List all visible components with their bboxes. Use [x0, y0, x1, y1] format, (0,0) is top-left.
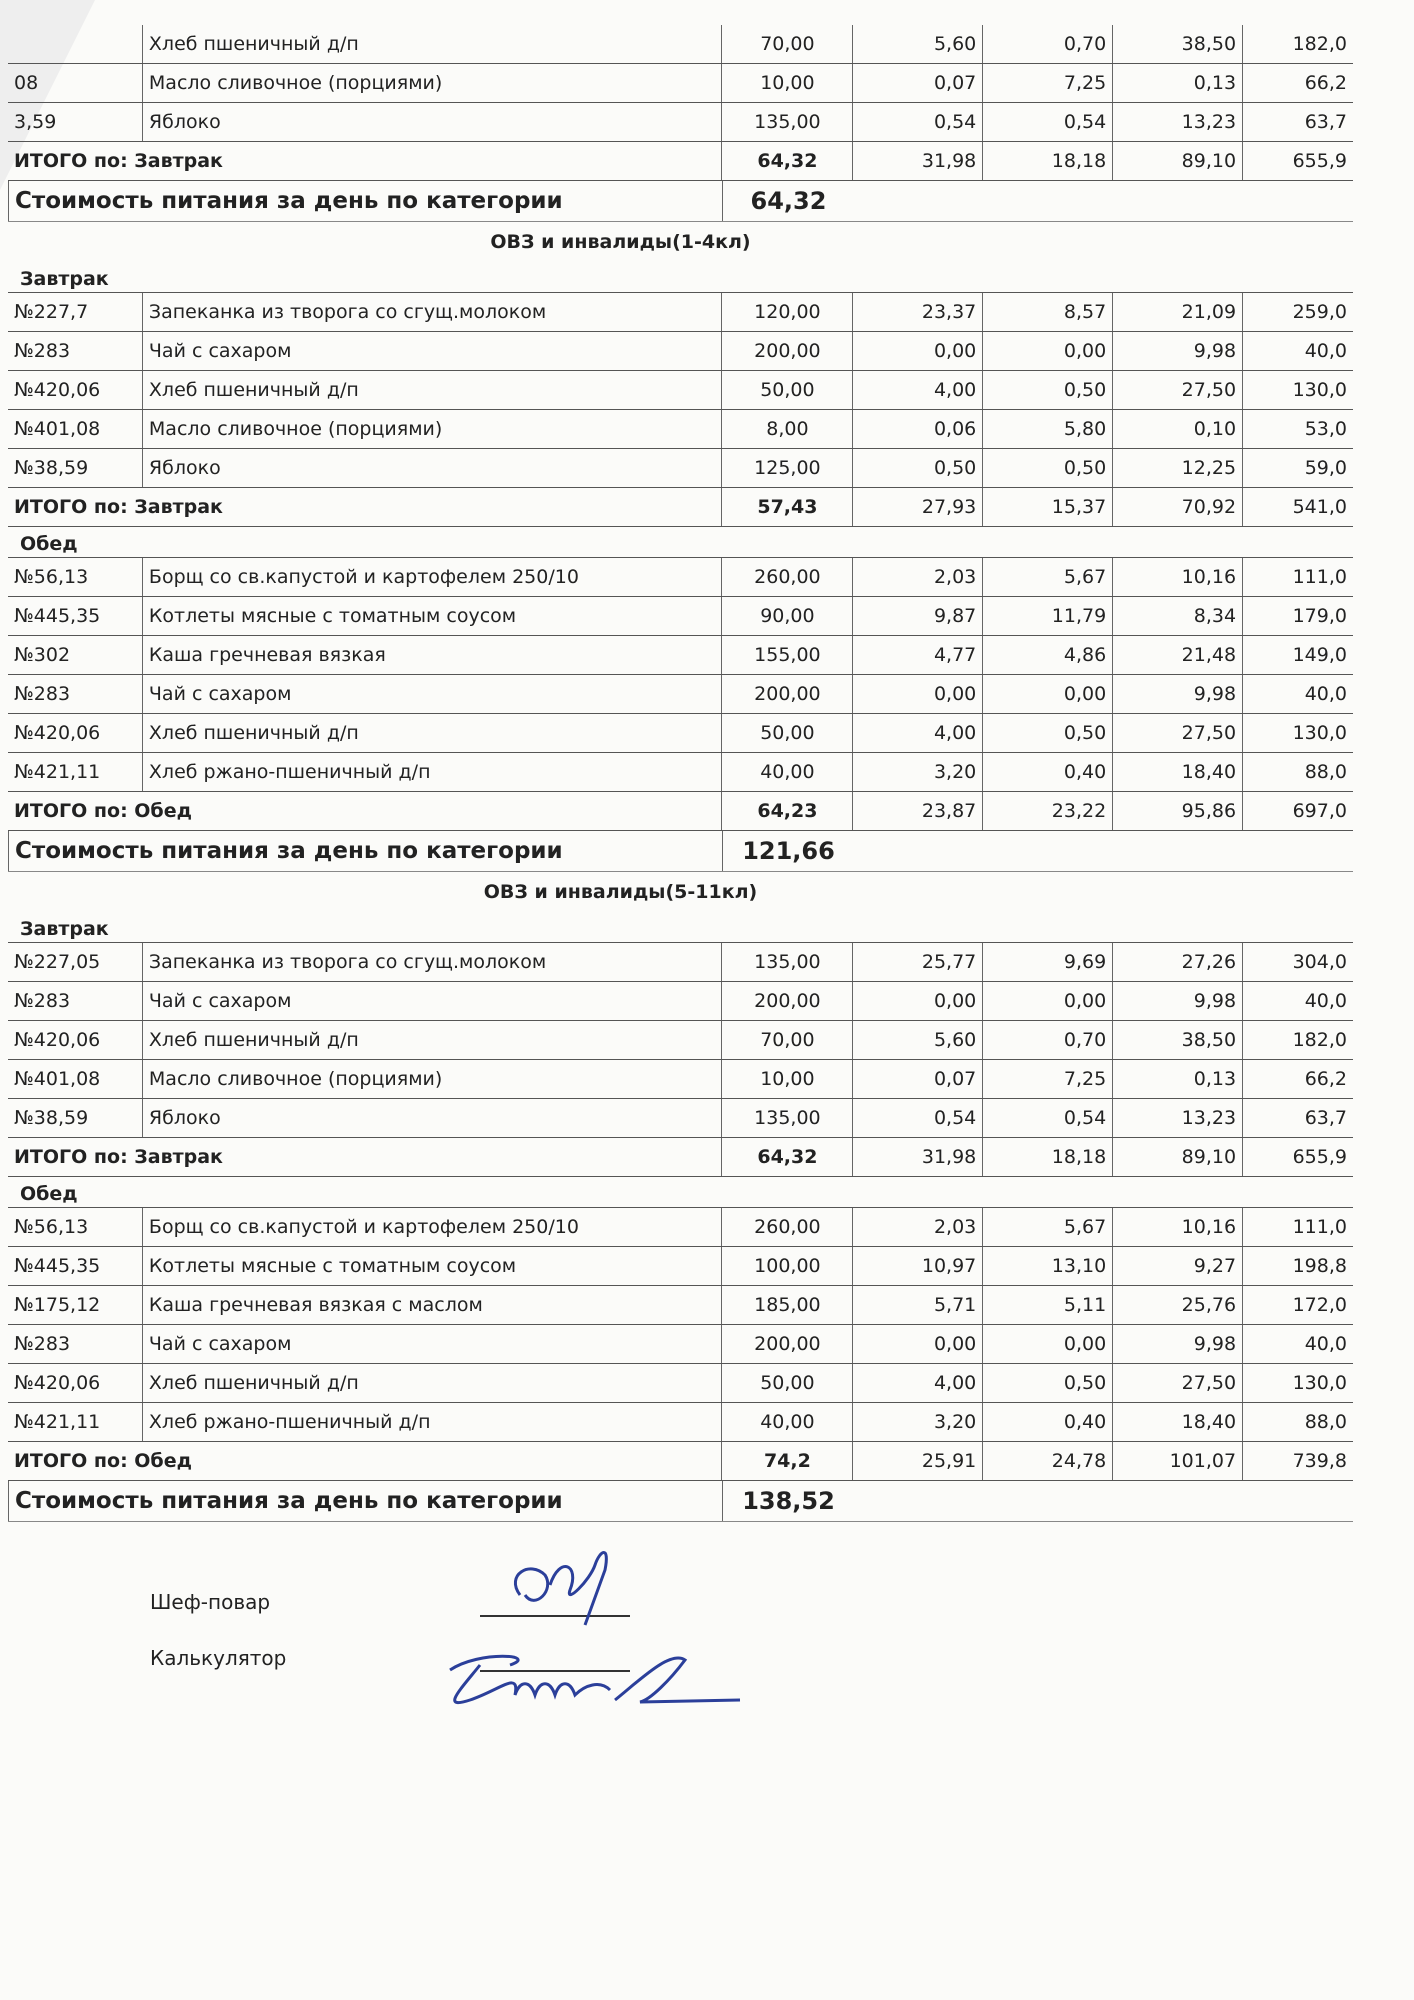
table-row [8, 332, 1353, 371]
protein-cell: 23,37 [853, 293, 983, 331]
total-fat-cell: 15,37 [983, 488, 1113, 526]
protein-cell: 4,00 [853, 371, 983, 409]
portion-cell: 70,00 [722, 1021, 853, 1059]
calories-cell: 179,0 [1292, 605, 1347, 627]
dish-code: №38,59 [8, 449, 143, 487]
dish-code: 08 [8, 64, 143, 102]
daily-cost-value: 138,52 [742, 1487, 835, 1515]
total-protein-cell: 23,87 [853, 792, 983, 830]
carbs-cell: 18,40 [1113, 753, 1243, 791]
dish-name: Чай с сахаром [143, 675, 723, 713]
total-fat-cell: 18,18 [983, 142, 1113, 180]
protein-cell: 5,60 [853, 25, 983, 63]
dish-name: Масло сливочное (порциями) [143, 1060, 723, 1098]
fat-cell: 0,54 [983, 103, 1113, 141]
dish-name: Масло сливочное (порциями) [143, 410, 723, 448]
portion-cell: 40,00 [722, 753, 853, 791]
carbs-cell: 38,50 [1113, 1021, 1243, 1059]
fat-cell: 7,25 [983, 1060, 1113, 1098]
daily-cost-label: Стоимость питания за день по категории [8, 1481, 723, 1521]
carbs-cell: 9,98 [1113, 1325, 1243, 1363]
carbs-cell: 38,50 [1113, 25, 1243, 63]
portion-cell: 260,00 [722, 1208, 853, 1246]
dish-code: №421,11 [8, 753, 143, 791]
fat-cell: 5,67 [983, 1208, 1113, 1246]
dish-code: №421,11 [8, 1403, 143, 1441]
protein-cell: 3,20 [853, 1403, 983, 1441]
protein-cell: 0,00 [853, 982, 983, 1020]
table-row [8, 293, 1353, 332]
carbs-cell: 0,10 [1113, 410, 1243, 448]
fat-cell: 9,69 [983, 943, 1113, 981]
dish-code: №401,08 [8, 1060, 143, 1098]
table-row [8, 449, 1353, 488]
dish-name: Хлеб пшеничный д/п [143, 1364, 723, 1402]
table-row [8, 597, 1353, 636]
protein-cell: 0,50 [853, 449, 983, 487]
calories-cell: 63,7 [1304, 111, 1347, 133]
table-row [8, 1021, 1353, 1060]
portion-cell: 260,00 [722, 558, 853, 596]
carbs-cell: 9,27 [1113, 1247, 1243, 1285]
carbs-cell: 12,25 [1113, 449, 1243, 487]
total-fat-cell: 24,78 [983, 1442, 1113, 1480]
calories-cell: 88,0 [1304, 1411, 1347, 1433]
total-label: ИТОГО по: Завтрак [8, 488, 722, 526]
carbs-cell: 21,09 [1113, 293, 1243, 331]
calories-cell: 111,0 [1292, 566, 1347, 588]
table-row [8, 25, 1353, 64]
protein-cell: 4,77 [853, 636, 983, 674]
portion-cell: 40,00 [722, 1403, 853, 1441]
portion-cell: 50,00 [722, 714, 853, 752]
total-calories-cell: 739,8 [1292, 1450, 1347, 1472]
portion-cell: 135,00 [722, 943, 853, 981]
protein-cell: 0,07 [853, 64, 983, 102]
dish-code: №420,06 [8, 1021, 143, 1059]
meal-heading: Завтрак [8, 912, 1353, 943]
calories-cell: 59,0 [1304, 457, 1347, 479]
calories-cell: 53,0 [1304, 418, 1347, 440]
total-cost-cell: 64,32 [722, 142, 853, 180]
calories-cell: 66,2 [1304, 1068, 1347, 1090]
dish-code: №445,35 [8, 1247, 143, 1285]
dish-name: Борщ со св.капустой и картофелем 250/10 [143, 1208, 723, 1246]
fat-cell: 0,54 [983, 1099, 1113, 1137]
table-row [8, 675, 1353, 714]
total-protein-cell: 25,91 [853, 1442, 983, 1480]
fat-cell: 0,00 [983, 675, 1113, 713]
dish-name: Каша гречневая вязкая [143, 636, 723, 674]
table-row [8, 558, 1353, 597]
total-protein-cell: 27,93 [853, 488, 983, 526]
table-row [8, 636, 1353, 675]
carbs-cell: 9,98 [1113, 982, 1243, 1020]
dish-name: Хлеб ржано-пшеничный д/п [143, 753, 723, 791]
fat-cell: 0,70 [983, 25, 1113, 63]
carbs-cell: 9,98 [1113, 332, 1243, 370]
fat-cell: 0,50 [983, 449, 1113, 487]
portion-cell: 200,00 [722, 982, 853, 1020]
dish-name: Чай с сахаром [143, 1325, 723, 1363]
total-carbs-cell: 95,86 [1113, 792, 1243, 830]
chef-signature [500, 1535, 630, 1630]
menu-document [8, 25, 1353, 1522]
daily-cost-label: Стоимость питания за день по категории [8, 831, 723, 871]
dish-code: №420,06 [8, 371, 143, 409]
table-row [8, 1208, 1353, 1247]
dish-name: Котлеты мясные с томатным соусом [143, 597, 723, 635]
carbs-cell: 27,26 [1113, 943, 1243, 981]
dish-name: Каша гречневая вязкая с маслом [143, 1286, 723, 1324]
portion-cell: 120,00 [722, 293, 853, 331]
protein-cell: 0,00 [853, 1325, 983, 1363]
protein-cell: 2,03 [853, 1208, 983, 1246]
table-row [8, 1325, 1353, 1364]
dish-code: №227,05 [8, 943, 143, 981]
fat-cell: 0,50 [983, 371, 1113, 409]
calories-cell: 130,0 [1292, 379, 1347, 401]
daily-cost-row [8, 831, 1353, 872]
dish-code: №56,13 [8, 558, 143, 596]
carbs-cell: 27,50 [1113, 1364, 1243, 1402]
table-row [8, 943, 1353, 982]
total-cost-cell: 57,43 [722, 488, 853, 526]
fat-cell: 0,40 [983, 1403, 1113, 1441]
portion-cell: 185,00 [722, 1286, 853, 1324]
total-row [8, 1138, 1353, 1177]
portion-cell: 90,00 [722, 597, 853, 635]
total-calories-cell: 697,0 [1292, 800, 1347, 822]
calories-cell: 182,0 [1292, 1029, 1347, 1051]
carbs-cell: 27,50 [1113, 714, 1243, 752]
protein-cell: 2,03 [853, 558, 983, 596]
fat-cell: 5,67 [983, 558, 1113, 596]
table-row [8, 1364, 1353, 1403]
total-protein-cell: 31,98 [853, 1138, 983, 1176]
dish-name: Хлеб пшеничный д/п [143, 714, 723, 752]
section-title: ОВЗ и инвалиды(5-11кл) [483, 881, 758, 903]
fat-cell: 0,00 [983, 332, 1113, 370]
portion-cell: 200,00 [722, 332, 853, 370]
calories-cell: 149,0 [1292, 644, 1347, 666]
fat-cell: 0,50 [983, 714, 1113, 752]
calories-cell: 198,8 [1292, 1255, 1347, 1277]
calories-cell: 63,7 [1304, 1107, 1347, 1129]
carbs-cell: 8,34 [1113, 597, 1243, 635]
total-row [8, 142, 1353, 181]
fat-cell: 11,79 [983, 597, 1113, 635]
carbs-cell: 9,98 [1113, 675, 1243, 713]
meal-heading: Завтрак [8, 262, 1353, 293]
total-row [8, 1442, 1353, 1481]
dish-code: №56,13 [8, 1208, 143, 1246]
section-title: ОВЗ и инвалиды(1-4кл) [490, 231, 751, 253]
table-row [8, 1099, 1353, 1138]
daily-cost-value: 64,32 [750, 187, 827, 215]
calories-cell: 40,0 [1304, 683, 1347, 705]
fat-cell: 0,00 [983, 1325, 1113, 1363]
total-calories-cell: 541,0 [1292, 496, 1347, 518]
protein-cell: 0,07 [853, 1060, 983, 1098]
total-label: ИТОГО по: Обед [8, 1442, 722, 1480]
fat-cell: 7,25 [983, 64, 1113, 102]
dish-code: №302 [8, 636, 143, 674]
portion-cell: 50,00 [722, 1364, 853, 1402]
protein-cell: 5,71 [853, 1286, 983, 1324]
dish-code: №38,59 [8, 1099, 143, 1137]
carbs-cell: 10,16 [1113, 558, 1243, 596]
dish-code: №283 [8, 982, 143, 1020]
dish-code: №283 [8, 675, 143, 713]
total-carbs-cell: 89,10 [1113, 1138, 1243, 1176]
dish-code: №401,08 [8, 410, 143, 448]
total-fat-cell: 23,22 [983, 792, 1113, 830]
table-row [8, 371, 1353, 410]
portion-cell: 135,00 [722, 103, 853, 141]
portion-cell: 100,00 [722, 1247, 853, 1285]
dish-name: Яблоко [143, 1099, 723, 1137]
fat-cell: 0,00 [983, 982, 1113, 1020]
protein-cell: 4,00 [853, 714, 983, 752]
meal-heading: Обед [8, 1177, 1353, 1208]
total-carbs-cell: 70,92 [1113, 488, 1243, 526]
total-row [8, 792, 1353, 831]
total-carbs-cell: 101,07 [1113, 1442, 1243, 1480]
total-calories-cell: 655,9 [1292, 1146, 1347, 1168]
portion-cell: 200,00 [722, 1325, 853, 1363]
table-row [8, 1286, 1353, 1325]
dish-name: Котлеты мясные с томатным соусом [143, 1247, 723, 1285]
table-row [8, 103, 1353, 142]
total-calories-cell: 655,9 [1292, 150, 1347, 172]
dish-code: №445,35 [8, 597, 143, 635]
calories-cell: 111,0 [1292, 1216, 1347, 1238]
carbs-cell: 13,23 [1113, 103, 1243, 141]
dish-name: Чай с сахаром [143, 982, 723, 1020]
protein-cell: 25,77 [853, 943, 983, 981]
fat-cell: 4,86 [983, 636, 1113, 674]
total-fat-cell: 18,18 [983, 1138, 1113, 1176]
total-cost-cell: 74,2 [722, 1442, 853, 1480]
total-cost-cell: 64,23 [722, 792, 853, 830]
calories-cell: 304,0 [1292, 951, 1347, 973]
total-cost-cell: 64,32 [722, 1138, 853, 1176]
portion-cell: 135,00 [722, 1099, 853, 1137]
total-carbs-cell: 89,10 [1113, 142, 1243, 180]
calories-cell: 130,0 [1292, 1372, 1347, 1394]
protein-cell: 9,87 [853, 597, 983, 635]
carbs-cell: 13,23 [1113, 1099, 1243, 1137]
dish-name: Хлеб ржано-пшеничный д/п [143, 1403, 723, 1441]
fat-cell: 0,40 [983, 753, 1113, 791]
meal-heading: Обед [8, 527, 1353, 558]
daily-cost-value: 121,66 [742, 837, 835, 865]
portion-cell: 125,00 [722, 449, 853, 487]
table-row [8, 753, 1353, 792]
calories-cell: 182,0 [1292, 33, 1347, 55]
dish-code [8, 25, 143, 63]
calories-cell: 259,0 [1292, 301, 1347, 323]
daily-cost-label: Стоимость питания за день по категории [8, 181, 723, 221]
calories-cell: 88,0 [1304, 761, 1347, 783]
dish-code: №283 [8, 1325, 143, 1363]
calories-cell: 66,2 [1304, 72, 1347, 94]
carbs-cell: 10,16 [1113, 1208, 1243, 1246]
fat-cell: 5,11 [983, 1286, 1113, 1324]
calories-cell: 40,0 [1304, 990, 1347, 1012]
table-row [8, 982, 1353, 1021]
table-row [8, 410, 1353, 449]
protein-cell: 4,00 [853, 1364, 983, 1402]
protein-cell: 0,54 [853, 1099, 983, 1137]
protein-cell: 0,00 [853, 675, 983, 713]
fat-cell: 13,10 [983, 1247, 1113, 1285]
portion-cell: 70,00 [722, 25, 853, 63]
calories-cell: 172,0 [1292, 1294, 1347, 1316]
table-row [8, 1247, 1353, 1286]
carbs-cell: 25,76 [1113, 1286, 1243, 1324]
calories-cell: 130,0 [1292, 722, 1347, 744]
portion-cell: 50,00 [722, 371, 853, 409]
dish-name: Хлеб пшеничный д/п [143, 25, 723, 63]
portion-cell: 200,00 [722, 675, 853, 713]
dish-code: №175,12 [8, 1286, 143, 1324]
fat-cell: 0,70 [983, 1021, 1113, 1059]
dish-name: Борщ со св.капустой и картофелем 250/10 [143, 558, 723, 596]
carbs-cell: 0,13 [1113, 1060, 1243, 1098]
dish-name: Запеканка из творога со сгущ.молоком [143, 293, 723, 331]
portion-cell: 10,00 [722, 1060, 853, 1098]
dish-name: Масло сливочное (порциями) [143, 64, 723, 102]
protein-cell: 5,60 [853, 1021, 983, 1059]
total-label: ИТОГО по: Завтрак [8, 1138, 722, 1176]
fat-cell: 8,57 [983, 293, 1113, 331]
carbs-cell: 18,40 [1113, 1403, 1243, 1441]
dish-code: №227,7 [8, 293, 143, 331]
dish-code: №420,06 [8, 1364, 143, 1402]
carbs-cell: 0,13 [1113, 64, 1243, 102]
total-label: ИТОГО по: Завтрак [8, 142, 722, 180]
carbs-cell: 27,50 [1113, 371, 1243, 409]
total-label: ИТОГО по: Обед [8, 792, 722, 830]
fat-cell: 0,50 [983, 1364, 1113, 1402]
dish-code: 3,59 [8, 103, 143, 141]
daily-cost-row [8, 181, 1353, 222]
portion-cell: 8,00 [722, 410, 853, 448]
portion-cell: 155,00 [722, 636, 853, 674]
dish-code: №283 [8, 332, 143, 370]
protein-cell: 0,54 [853, 103, 983, 141]
chef-label: Шеф-повар [150, 1590, 271, 1614]
protein-cell: 0,06 [853, 410, 983, 448]
protein-cell: 10,97 [853, 1247, 983, 1285]
fat-cell: 5,80 [983, 410, 1113, 448]
dish-name: Запеканка из творога со сгущ.молоком [143, 943, 723, 981]
dish-name: Хлеб пшеничный д/п [143, 371, 723, 409]
calculator-signature [420, 1640, 750, 1720]
dish-name: Яблоко [143, 103, 723, 141]
dish-name: Яблоко [143, 449, 723, 487]
table-row [8, 1060, 1353, 1099]
carbs-cell: 21,48 [1113, 636, 1243, 674]
calories-cell: 40,0 [1304, 340, 1347, 362]
table-row [8, 1403, 1353, 1442]
dish-name: Хлеб пшеничный д/п [143, 1021, 723, 1059]
dish-name: Чай с сахаром [143, 332, 723, 370]
table-row [8, 64, 1353, 103]
total-protein-cell: 31,98 [853, 142, 983, 180]
total-row [8, 488, 1353, 527]
portion-cell: 10,00 [722, 64, 853, 102]
calculator-label: Калькулятор [150, 1646, 287, 1670]
calories-cell: 40,0 [1304, 1333, 1347, 1355]
table-row [8, 714, 1353, 753]
protein-cell: 0,00 [853, 332, 983, 370]
daily-cost-row [8, 1481, 1353, 1522]
dish-code: №420,06 [8, 714, 143, 752]
protein-cell: 3,20 [853, 753, 983, 791]
